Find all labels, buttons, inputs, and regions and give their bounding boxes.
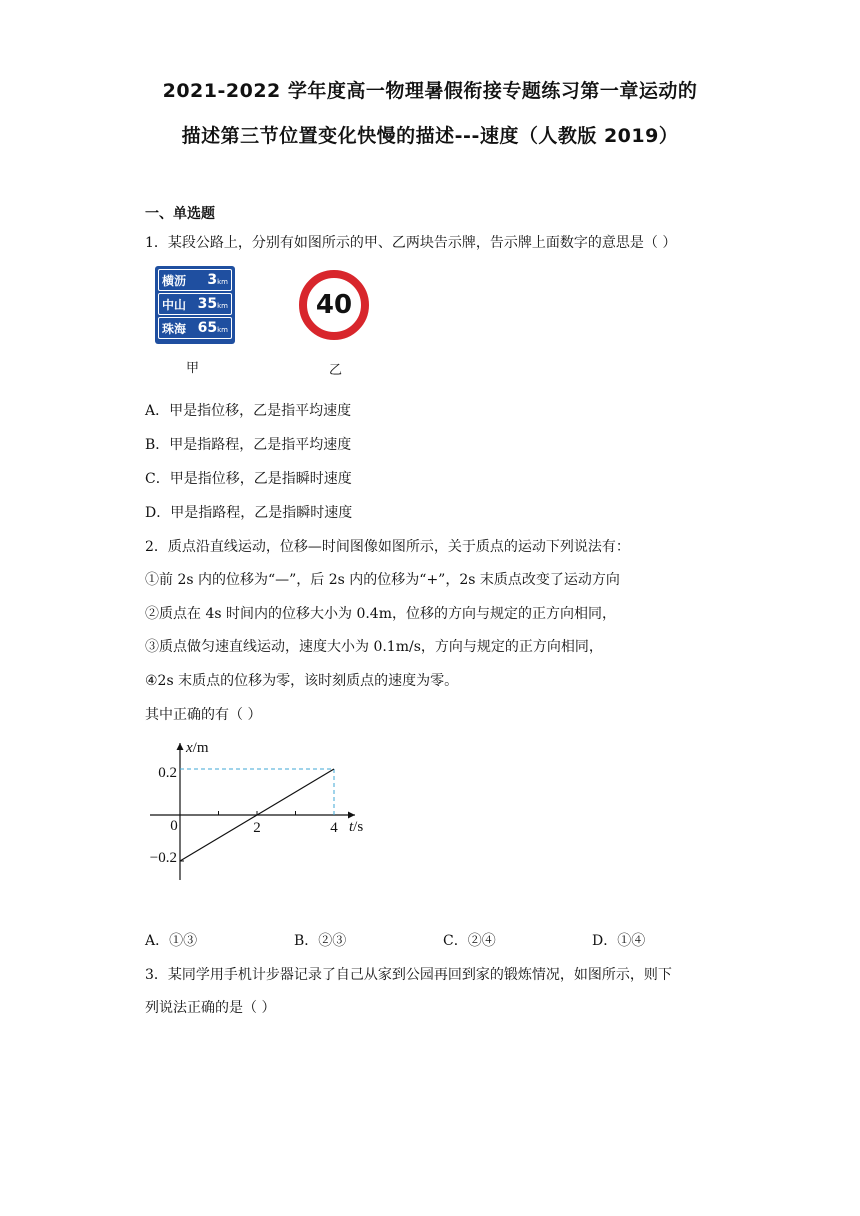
sign-place: 珠海 [162, 321, 187, 336]
x-tick-label: 0 [170, 818, 178, 834]
sign-place: 中山 [162, 297, 187, 312]
y-axis-unit: /m [192, 740, 209, 756]
q1-option-c: C．甲是指位移，乙是指瞬时速度 [145, 471, 352, 487]
sign-place: 横沥 [162, 273, 187, 288]
sign-distance: 65 [197, 320, 218, 336]
speed-limit-sign-yi [299, 270, 369, 340]
distance-sign-jia [155, 266, 235, 344]
x-axis-variable: t [349, 819, 354, 835]
speed-limit-number: 40 [315, 290, 353, 320]
q2-option-d: D．①④ [592, 933, 646, 949]
q2-statement-4: ④2s 末质点的位移为零，该时刻质点的速度为零。 [145, 673, 459, 689]
q2-option-c: C．②④ [443, 933, 496, 949]
x-tick-label: 2 [253, 820, 261, 836]
sign-yi-caption: 乙 [329, 363, 343, 378]
y-axis-variable: x [186, 740, 193, 756]
y-tick-label: 0.2 [158, 765, 177, 781]
x-tick-label: 4 [330, 820, 338, 836]
q2-option-b: B．②③ [294, 933, 347, 949]
sign-distance: 35 [197, 296, 218, 312]
sign-jia-caption: 甲 [186, 361, 200, 376]
section-heading: 一、单选题 [145, 206, 215, 222]
sign-distance: 3 [207, 272, 218, 288]
doc-title-line1: 2021-2022 学年度高一物理暑假衔接专题练习第一章运动的 [162, 80, 698, 102]
q3-stem-line1: 3．某同学用手机计步器记录了自己从家到公园再回到家的锻炼情况，如图所示，则下 [145, 967, 672, 983]
sign-unit: km [217, 302, 228, 310]
q1-stem: 1．某段公路上，分别有如图所示的甲、乙两块告示牌，告示牌上面数字的意思是（ ） [145, 235, 677, 251]
q2-stem: 2．质点沿直线运动，位移—时间图像如图所示，关于质点的运动下列说法有： [145, 539, 630, 555]
q2-ask: 其中正确的有（ ） [145, 707, 262, 723]
doc-title-line2: 描述第三节位置变化快慢的描述---速度（人教版 2019） [181, 125, 679, 147]
q2-statement-2: ②质点在 4s 时间内的位移大小为 0.4m，位移的方向与规定的正方向相同， [145, 606, 616, 622]
sign-unit: km [217, 278, 228, 286]
q2-statement-1: ①前 2s 内的位移为“—”，后 2s 内的位移为“+”，2s 末质点改变了运动方向 [145, 572, 620, 588]
q1-option-b: B．甲是指路程，乙是指平均速度 [145, 437, 352, 453]
y-axis-label [185, 740, 209, 756]
q3-stem-line2: 列说法正确的是（ ） [145, 1000, 276, 1016]
sign-row [158, 317, 232, 339]
q1-option-a: A．甲是指位移，乙是指平均速度 [145, 403, 352, 419]
xt-graph [140, 735, 380, 890]
sign-unit: km [217, 326, 228, 334]
x-axis-label [349, 819, 363, 835]
sign-row [158, 269, 232, 291]
q2-statement-3: ③质点做匀速直线运动，速度大小为 0.1m/s，方向与规定的正方向相同， [145, 639, 603, 655]
sign-row [158, 293, 232, 315]
q1-option-d: D．甲是指路程，乙是指瞬时速度 [145, 505, 353, 521]
q2-option-a: A．①③ [145, 933, 198, 949]
x-axis-unit: /s [353, 819, 364, 835]
y-tick-label: −0.2 [149, 850, 177, 866]
